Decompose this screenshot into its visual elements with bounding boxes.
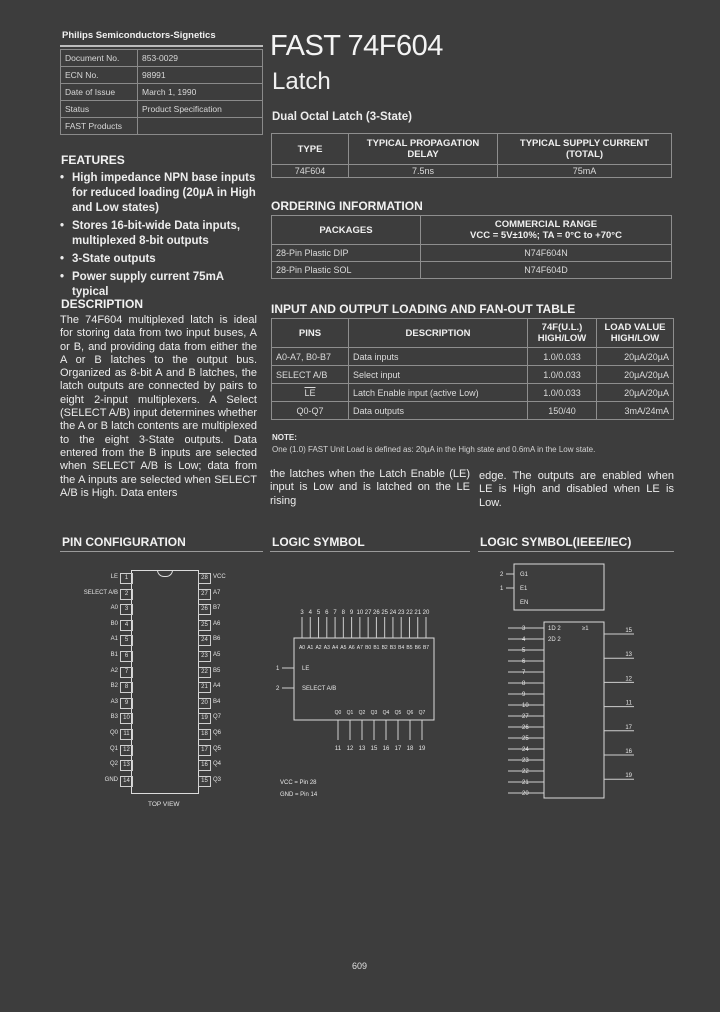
- data-pin-number: 9: [522, 692, 526, 698]
- doc-info-value: March 1, 1990: [138, 84, 263, 101]
- logic-symbol-rule: [270, 551, 470, 552]
- pin-label-right: B6: [213, 636, 221, 643]
- doc-info-value: 853-0029: [138, 50, 263, 67]
- output-pin-number: 12: [625, 676, 632, 683]
- loading-table: [271, 318, 674, 420]
- pin-label-left: B1: [110, 652, 118, 658]
- output-pin-number: 16: [382, 746, 390, 752]
- feature-item: • High impedance NPN base inputs for reduced loading (20µA in High and Low states): [60, 171, 260, 216]
- output-pin-number: 16: [625, 749, 632, 755]
- pin-config-caption: TOP VIEW: [148, 801, 180, 808]
- features-title: FEATURES: [61, 153, 125, 167]
- pin-number-left: 10: [120, 713, 133, 724]
- feature-item: • Power supply current 75mA typical: [60, 270, 260, 300]
- input-pin-number: 10: [356, 610, 364, 616]
- description-cell: Latch Enable input (active Low): [349, 384, 528, 402]
- pin-number-right: 17: [198, 745, 211, 756]
- input-pin-number: 8: [341, 610, 346, 616]
- note-text: One (1.0) FAST Unit Load is defined as: 20µA in the High state and 0.6mA in the Low state.: [272, 445, 596, 454]
- input-label: A7: [356, 645, 363, 651]
- data-pin-number: 3: [522, 626, 526, 632]
- data-pin-number: 10: [522, 703, 529, 709]
- output-label: Q5: [394, 710, 402, 716]
- pin-config-title: PIN CONFIGURATION: [62, 535, 186, 549]
- output-label: Q4: [382, 710, 390, 716]
- pin-label-right: A7: [213, 589, 221, 596]
- pin-number-left: 4: [120, 620, 133, 631]
- gnd-note: GND = Pin 14: [280, 792, 318, 798]
- ul-cell: 1.0/0.033: [528, 366, 597, 384]
- pin-number-right: 22: [198, 667, 211, 678]
- pins-cell: SELECT A/B: [272, 366, 349, 384]
- input-pin-number: 24: [389, 610, 397, 616]
- ordering-title: ORDERING INFORMATION: [271, 199, 423, 213]
- description-header: DESCRIPTION: [349, 319, 528, 348]
- control-pin-number: 2: [500, 572, 504, 578]
- logic-symbol-title: LOGIC SYMBOL: [272, 535, 365, 549]
- output-label: Q1: [346, 710, 354, 716]
- input-pin-number: 25: [381, 610, 389, 616]
- doc-info-value: Product Specification: [138, 101, 263, 118]
- pin-number-right: 23: [198, 651, 211, 662]
- doc-info-label: FAST Products: [61, 118, 138, 135]
- pin-number-left: 12: [120, 745, 133, 756]
- pin-number-right: 15: [198, 776, 211, 787]
- pin-number-right: 27: [198, 589, 211, 600]
- output-label: Q6: [406, 710, 414, 716]
- pin-label-right: B7: [213, 605, 221, 612]
- pin-label-left: B2: [110, 683, 118, 690]
- pin-label-left: A0: [110, 605, 118, 612]
- output-pin-number: 19: [418, 746, 426, 752]
- doc-info-value: 98991: [138, 67, 263, 84]
- description-paragraph-2: the latches when the Latch Enable (LE) input is Low and is latched on the LE rising: [270, 468, 470, 507]
- data-pin-number: 25: [522, 736, 529, 742]
- pin-number-left: 2: [120, 589, 133, 600]
- ordering-table: [271, 215, 672, 279]
- doc-info-row: [61, 67, 263, 84]
- pin-label-left: A3: [110, 698, 118, 705]
- pin-config-rule: [60, 551, 263, 552]
- ieee-symbol-rule: [478, 551, 674, 552]
- input-pin-number: 20: [422, 610, 430, 616]
- description-paragraph-1: The 74F604 multiplexed latch is ideal for storing data from two input buses, A or B, and providing data from either the A or B latches to the output bus. Organized as 8-bit A and B latches, the latch outputs are connected by pairs to eight 2-input multiplexers. A Select (SELECT A/B) input determines whether the A or B latch contents are multiplexed to the eight 3-State outputs. Data entered from the B inputs are selected when SELECT A/B is Low; data from the A inputs are selected when SELECT A/B is High. Data enters: [60, 314, 257, 499]
- description-cell: Data outputs: [349, 402, 528, 420]
- feature-item: • 3-State outputs: [60, 252, 260, 267]
- ieee-symbol-diagram: [478, 560, 674, 810]
- pin-number-right: 16: [198, 760, 211, 771]
- output-label: Q3: [370, 710, 378, 716]
- input-label: B4: [398, 645, 405, 651]
- delay-value: 7.5ns: [349, 165, 498, 178]
- output-pin-number: 11: [334, 746, 342, 752]
- doc-info-row: [61, 50, 263, 67]
- pin-number-left: 14: [120, 776, 133, 787]
- data-pin-number: 7: [522, 670, 526, 676]
- pin-number-left: 6: [120, 651, 133, 662]
- select-label: SELECT A/B: [302, 686, 337, 692]
- pin-number-right: 25: [198, 620, 211, 631]
- output-label: Q2: [358, 710, 366, 716]
- control-label: EN: [520, 600, 529, 606]
- pin-label-right: A6: [213, 620, 221, 627]
- range-header: [421, 216, 672, 245]
- pin-label-right: VCC: [213, 574, 226, 580]
- description-paragraph-3: edge. The outputs are enabled when LE is High and disabled when LE is Low.: [479, 470, 674, 509]
- order-code: N74F604D: [421, 262, 672, 279]
- or-label: ≥1: [582, 626, 589, 632]
- pin-config-diagram: [60, 560, 265, 820]
- page-title: FAST 74F604: [270, 30, 443, 62]
- pin-number-left: 5: [120, 635, 133, 646]
- range-header-label: COMMERCIAL RANGE: [494, 219, 598, 230]
- input-label: A5: [340, 645, 347, 651]
- package-name: 28-Pin Plastic DIP: [272, 245, 421, 262]
- description-cell: Select input: [349, 366, 528, 384]
- data-pin-number: 21: [522, 780, 529, 786]
- input-pin-number: 21: [414, 610, 422, 616]
- control-label: E1: [520, 586, 528, 592]
- pins-cell-text: $\overline{LE}$: [304, 387, 316, 398]
- input-pin-number: 23: [397, 610, 405, 616]
- pin-number-left: 9: [120, 698, 133, 709]
- input-pin-number: 9: [349, 610, 354, 616]
- package-name: 28-Pin Plastic SOL: [272, 262, 421, 279]
- load-cell: 3mA/24mA: [597, 402, 674, 420]
- doc-info-value: [138, 118, 263, 135]
- document-info-table: [60, 49, 263, 135]
- pin-label-left: LE: [110, 574, 118, 580]
- le-label: LE: [302, 666, 310, 672]
- output-pin-number: 13: [358, 746, 366, 752]
- pin-label-right: Q4: [213, 761, 222, 768]
- le-pin-number: 1: [276, 666, 280, 672]
- latch-block: [544, 622, 604, 798]
- input-label: A3: [323, 645, 330, 651]
- type-value: 74F604: [272, 165, 349, 178]
- pin-label-left: A1: [110, 636, 118, 643]
- ieee-symbol-title: LOGIC SYMBOL(IEEE/IEC): [480, 535, 632, 549]
- output-pin-number: 17: [625, 724, 632, 731]
- packages-header: PACKAGES: [272, 216, 421, 245]
- doc-info-label: ECN No.: [61, 67, 138, 84]
- data-pin-number: 20: [522, 791, 529, 797]
- input-pin-number: 27: [364, 610, 372, 616]
- pin-number-left: 11: [120, 729, 133, 740]
- doc-info-label: Date of Issue: [61, 84, 138, 101]
- company-name: Philips Semiconductors-Signetics: [62, 30, 216, 41]
- data-pin-number: 5: [522, 648, 526, 654]
- latch-label: 1D 2: [548, 626, 561, 632]
- pin-label-right: A5: [213, 652, 221, 658]
- input-label: A0: [298, 645, 306, 651]
- delay-header: TYPICAL PROPAGATION DELAY: [349, 134, 498, 165]
- current-header: TYPICAL SUPPLY CURRENT (TOTAL): [498, 134, 672, 165]
- pin-number-left: 7: [120, 667, 133, 678]
- pin-label-right: Q6: [213, 730, 222, 736]
- page-subtitle: Latch: [272, 68, 331, 95]
- pin-label-right: B4: [213, 698, 221, 705]
- output-pin-number: 11: [625, 700, 632, 707]
- pin-label-left: B3: [110, 714, 118, 721]
- pin-number-right: 20: [198, 698, 211, 709]
- pin-label-left: A2: [110, 667, 118, 674]
- load-cell: 20µA/20µA: [597, 366, 674, 384]
- pin-number-left: 3: [120, 604, 133, 615]
- input-pin-number: 4: [308, 610, 312, 616]
- input-label: B1: [373, 645, 380, 651]
- description-title: DESCRIPTION: [61, 297, 144, 311]
- control-pin-number: 1: [500, 586, 504, 592]
- input-label: B5: [406, 645, 413, 651]
- data-pin-number: 27: [522, 714, 529, 720]
- data-pin-number: 23: [522, 758, 529, 764]
- pin-number-right: 19: [198, 713, 211, 724]
- pin-label-right: A4: [213, 683, 221, 690]
- input-label: A4: [332, 645, 339, 651]
- device-description: Dual Octal Latch (3-State): [272, 111, 412, 123]
- output-label: Q7: [418, 710, 426, 716]
- company-rule: [60, 45, 263, 47]
- type-header: TYPE: [272, 134, 349, 165]
- pin-number-left: 1: [120, 573, 133, 584]
- ul-header: 74F(U.L.) HIGH/LOW: [528, 319, 597, 348]
- load-cell: 20µA/20µA: [597, 348, 674, 366]
- latch-label: 2D 2: [548, 637, 561, 643]
- input-label: B7: [422, 645, 430, 651]
- features-list: [60, 171, 260, 303]
- pin-number-right: 24: [198, 635, 211, 646]
- output-pin-number: 15: [625, 628, 632, 634]
- output-pin-number: 12: [346, 746, 354, 752]
- input-label: A2: [315, 645, 322, 651]
- output-pin-number: 17: [394, 746, 402, 752]
- input-label: B3: [389, 645, 396, 651]
- pin-label-right: Q3: [213, 776, 222, 783]
- pin-label-left: GND: [104, 776, 118, 783]
- input-pin-number: 5: [316, 610, 321, 616]
- pin-number-right: 28: [198, 573, 211, 584]
- page-number: 609: [352, 961, 368, 971]
- load-cell: 20µA/20µA: [597, 384, 674, 402]
- doc-info-label: Status: [61, 101, 138, 118]
- pin-label-left: Q1: [109, 745, 118, 752]
- ul-cell: 1.0/0.033: [528, 348, 597, 366]
- output-pin-number: 18: [406, 746, 414, 752]
- doc-info-row: [61, 118, 263, 135]
- ul-cell: 150/40: [528, 402, 597, 420]
- input-pin-number: 7: [333, 610, 337, 616]
- pin-label-left: B0: [110, 620, 118, 627]
- pin-number-left: 13: [120, 760, 133, 771]
- pin-number-left: 8: [120, 682, 133, 693]
- current-value: 75mA: [498, 165, 672, 178]
- input-pin-number: 6: [325, 610, 329, 616]
- output-pin-number: 13: [625, 652, 632, 659]
- ic-body: [131, 570, 199, 794]
- description-cell: Data inputs: [349, 348, 528, 366]
- data-pin-number: 4: [522, 637, 526, 643]
- pin-label-right: B5: [213, 667, 221, 674]
- data-pin-number: 26: [522, 725, 529, 731]
- type-table: [271, 133, 672, 178]
- loading-title: INPUT AND OUTPUT LOADING AND FAN-OUT TABLE: [271, 302, 576, 316]
- pins-cell: Q0-Q7: [272, 402, 349, 420]
- range-header-conditions: VCC = 5V±10%; TA = 0°C to +70°C: [470, 230, 622, 241]
- output-label: Q0: [334, 710, 342, 716]
- input-pin-number: 26: [373, 610, 380, 616]
- input-label: A6: [348, 645, 355, 651]
- pin-label-left: SELECT A/B: [83, 589, 118, 596]
- pin-number-right: 21: [198, 682, 211, 693]
- input-pin-number: 22: [406, 610, 413, 616]
- input-pin-number: 3: [300, 610, 304, 616]
- input-label: B2: [381, 645, 388, 651]
- pins-cell: A0-A7, B0-B7: [272, 348, 349, 366]
- select-pin-number: 2: [276, 686, 280, 692]
- feature-item: • Stores 16-bit-wide Data inputs, multiplexed 8-bit outputs: [60, 219, 260, 249]
- input-label: B6: [414, 645, 421, 651]
- data-pin-number: 8: [522, 681, 526, 687]
- pins-cell: [272, 384, 349, 402]
- input-label: A1: [307, 645, 314, 651]
- load-header: LOAD VALUE HIGH/LOW: [597, 319, 674, 348]
- output-pin-number: 15: [370, 746, 378, 752]
- logic-symbol-diagram: [270, 600, 470, 805]
- doc-info-row: [61, 84, 263, 101]
- pin-number-right: 18: [198, 729, 211, 740]
- pin-label-right: Q5: [213, 745, 222, 752]
- note-title: NOTE:: [272, 433, 297, 442]
- ul-cell: 1.0/0.033: [528, 384, 597, 402]
- output-pin-number: 19: [625, 773, 632, 780]
- vcc-note: VCC = Pin 28: [280, 780, 317, 786]
- pin-number-right: 26: [198, 604, 211, 615]
- data-pin-number: 6: [522, 659, 526, 665]
- pin-label-right: Q7: [213, 714, 222, 721]
- pin-label-left: Q2: [109, 761, 118, 768]
- control-label: G1: [520, 572, 529, 578]
- doc-info-row: [61, 101, 263, 118]
- order-code: N74F604N: [421, 245, 672, 262]
- input-label: B0: [365, 645, 372, 651]
- data-pin-number: 24: [522, 747, 529, 753]
- pins-header: PINS: [272, 319, 349, 348]
- doc-info-label: Document No.: [61, 50, 138, 67]
- pin-label-left: Q0: [109, 730, 118, 736]
- data-pin-number: 22: [522, 769, 529, 775]
